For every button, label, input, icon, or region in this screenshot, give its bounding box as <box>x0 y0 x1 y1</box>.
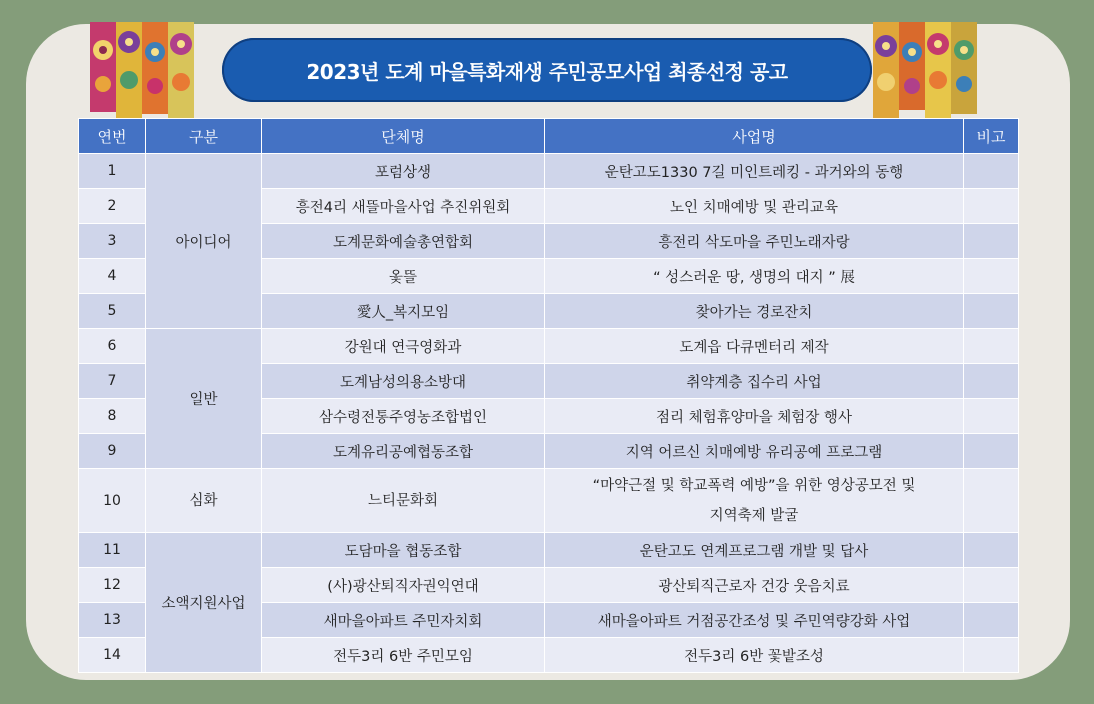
organization-cell: 도계문화예술총연합회 <box>262 224 545 259</box>
organization-cell: 도계남성의용소방대 <box>262 364 545 399</box>
project-cell: 지역 어르신 치매예방 유리공예 프로그램 <box>545 434 964 469</box>
project-cell: 전두3리 6반 꽃밭조성 <box>545 638 964 673</box>
note-cell <box>964 224 1019 259</box>
project-cell: 운탄고도 연계프로그램 개발 및 답사 <box>545 533 964 568</box>
category-cell: 소액지원사업 <box>146 533 262 673</box>
note-cell <box>964 294 1019 329</box>
row-number: 4 <box>79 259 146 294</box>
organization-cell: (사)광산퇴직자권익연대 <box>262 568 545 603</box>
row-number: 2 <box>79 189 146 224</box>
row-number: 6 <box>79 329 146 364</box>
project-cell: 노인 치매예방 및 관리교육 <box>545 189 964 224</box>
row-number: 13 <box>79 603 146 638</box>
row-number: 9 <box>79 434 146 469</box>
organization-cell: 흥전4리 새뜰마을사업 추진위원회 <box>262 189 545 224</box>
col-header-project: 사업명 <box>545 119 964 154</box>
project-cell: 운탄고도1330 7길 미인트레킹 - 과거와의 동행 <box>545 154 964 189</box>
category-cell: 아이디어 <box>146 154 262 329</box>
note-cell <box>964 364 1019 399</box>
row-number: 11 <box>79 533 146 568</box>
project-cell: 새마을아파트 거점공간조성 및 주민역량강화 사업 <box>545 603 964 638</box>
col-header-note: 비고 <box>964 119 1019 154</box>
note-cell <box>964 469 1019 533</box>
note-cell <box>964 189 1019 224</box>
row-number: 10 <box>79 469 146 533</box>
organization-cell: 옻뜰 <box>262 259 545 294</box>
project-cell <box>545 469 964 533</box>
row-number: 12 <box>79 568 146 603</box>
organization-cell: 愛人_복지모임 <box>262 294 545 329</box>
table-row <box>79 469 1019 533</box>
organization-cell: 포럼상생 <box>262 154 545 189</box>
row-number: 3 <box>79 224 146 259</box>
category-cell: 심화 <box>146 469 262 533</box>
project-cell: 취약계층 집수리 사업 <box>545 364 964 399</box>
organization-cell: 새마을아파트 주민자치회 <box>262 603 545 638</box>
organization-cell: 도담마을 협동조합 <box>262 533 545 568</box>
col-header-number: 연번 <box>79 119 146 154</box>
note-cell <box>964 399 1019 434</box>
row-number: 5 <box>79 294 146 329</box>
row-number: 1 <box>79 154 146 189</box>
project-cell: 점리 체험휴양마을 체험장 행사 <box>545 399 964 434</box>
col-header-organization: 단체명 <box>262 119 545 154</box>
row-number: 7 <box>79 364 146 399</box>
project-line: “마약근절 및 학교폭력 예방”을 위한 영상공모전 및 <box>592 477 916 494</box>
table-row <box>79 533 1019 568</box>
organization-cell: 삼수령전통주영농조합법인 <box>262 399 545 434</box>
project-cell: 도계읍 다큐멘터리 제작 <box>545 329 964 364</box>
note-cell <box>964 259 1019 294</box>
selection-table <box>78 118 1019 673</box>
project-cell: “ 성스러운 땅, 생명의 대지 ” 展 <box>545 259 964 294</box>
note-cell <box>964 154 1019 189</box>
note-cell <box>964 533 1019 568</box>
decorative-banner-left <box>90 22 194 128</box>
note-cell <box>964 603 1019 638</box>
project-cell: 광산퇴직근로자 건강 웃음치료 <box>545 568 964 603</box>
row-number: 14 <box>79 638 146 673</box>
note-cell <box>964 329 1019 364</box>
organization-cell: 느티문화회 <box>262 469 545 533</box>
project-line: 지역축제 발굴 <box>709 507 799 524</box>
note-cell <box>964 568 1019 603</box>
category-cell: 일반 <box>146 329 262 469</box>
col-header-category: 구분 <box>146 119 262 154</box>
page-title: 2023년 도계 마을특화재생 주민공모사업 최종선정 공고 <box>222 38 872 102</box>
note-cell <box>964 638 1019 673</box>
table-header <box>79 119 1019 154</box>
decorative-banner-right <box>873 22 977 128</box>
table-row <box>79 329 1019 364</box>
table-row <box>79 154 1019 189</box>
organization-cell: 도계유리공예협동조합 <box>262 434 545 469</box>
project-cell: 흥전리 삭도마을 주민노래자랑 <box>545 224 964 259</box>
row-number: 8 <box>79 399 146 434</box>
organization-cell: 강원대 연극영화과 <box>262 329 545 364</box>
organization-cell: 전두3리 6반 주민모임 <box>262 638 545 673</box>
note-cell <box>964 434 1019 469</box>
project-cell: 찾아가는 경로잔치 <box>545 294 964 329</box>
